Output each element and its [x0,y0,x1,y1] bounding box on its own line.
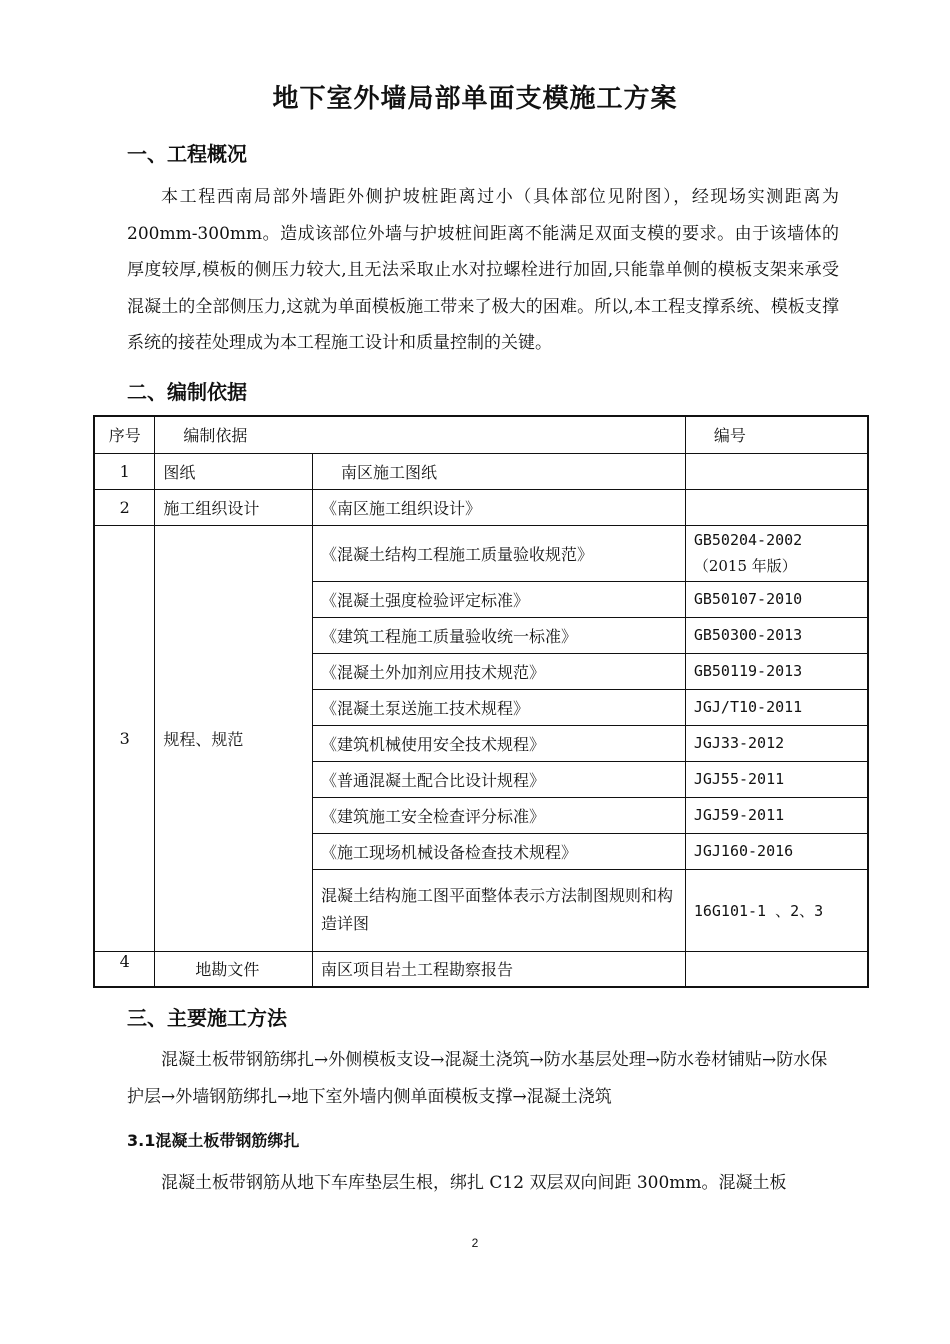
section-heading-overview: 一、工程概况 [127,142,247,166]
standard-code-line: GB50204-2002 [693,531,803,549]
row-code [685,951,868,987]
header-no: 序号 [94,416,155,453]
header-code: 编号 [685,416,868,453]
document-title: 地下室外墙局部单面支模施工方案 [272,84,678,114]
row-category: 规程、规范 [155,525,313,951]
standard-code-note: （2015 年版） [693,557,797,575]
table-header-row [94,416,868,453]
row-code [685,489,868,525]
row-no: 1 [94,453,155,489]
row-item: 《南区施工组织设计》 [313,489,686,525]
row-no: 4 [94,951,155,987]
standard-name: 《混凝土强度检验评定标准》 [313,581,686,617]
row-item: 南区项目岩土工程勘察报告 [313,951,686,987]
row-category: 施工组织设计 [155,489,313,525]
standard-code: JGJ160-2016 [685,833,868,869]
row-category: 图纸 [155,453,313,489]
table-row [94,525,868,581]
overview-paragraph: 本工程西南局部外墙距外侧护坡桩距离过小（具体部位见附图），经现场实测距离为 200mm-300mm。造成该部位外墙与护坡桩间距离不能满足双面支模的要求。由于该墙体的厚度较厚,模板的侧压力较大,且无法采取止水对拉螺栓进行加固,只能靠单侧的模板支架来承受混凝土的全部侧压力,这就为单面模板施工带来了极大的困难。所以,本工程支撑系统、模板支撑系统的接茬处理成为本工程施工设计和质量控制的关键。 [127,187,839,354]
standard-name: 《建筑机械使用安全技术规程》 [313,725,686,761]
standard-code: GB50119-2013 [685,653,868,689]
standard-name: 《建筑施工安全检查评分标准》 [313,797,686,833]
row-no: 3 [94,525,155,951]
table-row [94,951,868,987]
standard-code [685,525,868,581]
standard-name: 《混凝土外加剂应用技术规范》 [313,653,686,689]
standard-code: 16G101-1 、2、3 [685,869,868,951]
basis-table [93,415,869,988]
subsection-paragraph: 混凝土板带钢筋从地下车库垫层生根，绑扎 C12 双层双向间距 300mm。混凝土板 [161,1173,787,1193]
standard-code: JGJ/T10-2011 [685,689,868,725]
standard-name: 《施工现场机械设备检查技术规程》 [313,833,686,869]
section-heading-methods: 三、主要施工方法 [127,1006,287,1030]
process-flow-paragraph: 混凝土板带钢筋绑扎→外侧模板支设→混凝土浇筑→防水基层处理→防水卷材铺贴→防水保护层→外墙钢筋绑扎→地下室外墙内侧单面模板支撑→混凝土浇筑 [127,1050,828,1107]
subsection-heading: 3.1混凝土板带钢筋绑扎 [127,1131,300,1150]
standard-code: GB50107-2010 [685,581,868,617]
standard-code: JGJ55-2011 [685,761,868,797]
row-item: 南区施工图纸 [313,453,686,489]
table-row [94,489,868,525]
row-code [685,453,868,489]
standard-code: JGJ59-2011 [685,797,868,833]
standard-name: 《普通混凝土配合比设计规程》 [313,761,686,797]
section-heading-basis: 二、编制依据 [127,380,247,404]
standard-name: 混凝土结构施工图平面整体表示方法制图规则和构造详图 [313,869,686,951]
standard-name: 《混凝土泵送施工技术规程》 [313,689,686,725]
standard-name: 《建筑工程施工质量验收统一标准》 [313,617,686,653]
standard-name: 《混凝土结构工程施工质量验收规范》 [313,525,686,581]
header-basis: 编制依据 [155,416,685,453]
standard-code: JGJ33-2012 [685,725,868,761]
row-category: 地勘文件 [155,951,313,987]
page-number: 2 [471,1236,479,1250]
row-no: 2 [94,489,155,525]
table-row [94,453,868,489]
standard-code: GB50300-2013 [685,617,868,653]
